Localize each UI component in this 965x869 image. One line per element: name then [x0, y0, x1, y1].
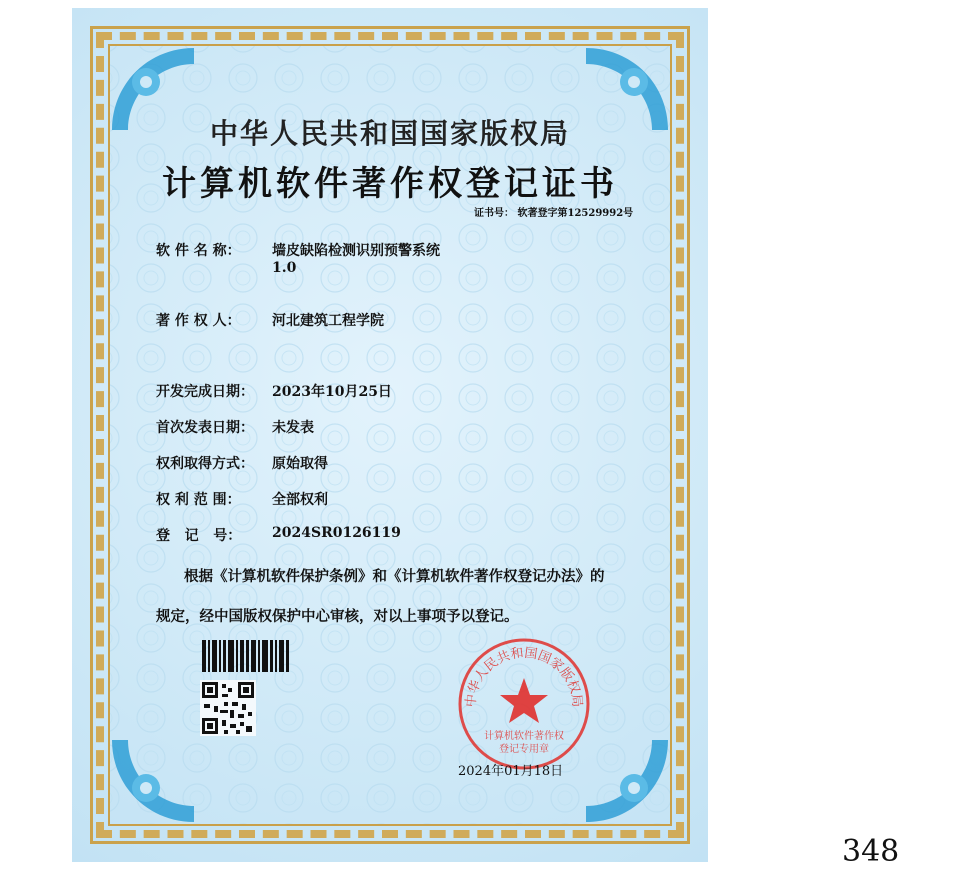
field-copyright-owner: [156, 310, 384, 330]
seal-inner-line-1: 计算机软件著作权: [484, 731, 564, 742]
statement-line-1: 根据《计算机软件保护条例》和《计算机软件著作权登记办法》的: [184, 568, 605, 585]
field-software-name: [156, 240, 440, 276]
field-value: 河北建筑工程学院: [272, 313, 384, 329]
field-rights-scope: [156, 489, 328, 509]
field-label: 软 件 名 称：: [156, 243, 241, 259]
field-label: 首次发表日期：: [156, 420, 254, 436]
field-value: 2024SR0126119: [272, 525, 401, 541]
corner-ornament-bottom-left-icon: [108, 736, 198, 826]
field-label: 权利取得方式：: [156, 456, 254, 472]
corner-ornament-bottom-right-icon: [582, 736, 672, 826]
field-label: 登 记 号：: [156, 528, 242, 544]
qr-code-icon: [200, 680, 256, 736]
certificate-title: 计算机软件著作权登记证书: [162, 164, 618, 204]
statement-line-2: 规定，经中国版权保护中心审核，对以上事项予以登记。: [156, 608, 519, 625]
official-seal: [454, 634, 594, 774]
software-version-value: 1.0: [272, 260, 297, 276]
field-label: 著 作 权 人：: [156, 313, 241, 329]
certificate: [72, 8, 708, 862]
field-label: 开发完成日期：: [156, 384, 254, 400]
field-value: 原始取得: [272, 456, 328, 472]
field-label: 权 利 范 围：: [156, 492, 241, 508]
issuer-title: 中华人民共和国国家版权局: [209, 117, 570, 150]
page-number: 348: [842, 834, 900, 869]
field-value: 全部权利: [272, 492, 328, 508]
seal-star-icon: [500, 678, 548, 723]
software-name-value: 墙皮缺陷检测识别预警系统: [272, 243, 440, 259]
field-completion-date: [156, 381, 392, 401]
issue-date: 2024年01月18日: [458, 764, 564, 779]
field-acquisition-method: [156, 453, 328, 473]
field-value: [272, 240, 440, 276]
certificate-number: [474, 204, 633, 219]
certificate-number-label: 证书号：: [474, 208, 514, 219]
certificate-number-value: 软著登字第12529992号: [517, 208, 634, 219]
seal-inner-line-2: 登记专用章: [499, 744, 549, 755]
field-value: 2023年10月25日: [272, 384, 392, 400]
field-value: 未发表: [272, 420, 314, 436]
seal-ring-text: 中华人民共和国国家版权局: [463, 645, 585, 708]
field-registration-number: [156, 525, 401, 545]
barcode-icon: [202, 640, 290, 672]
field-first-publication-date: [156, 417, 314, 437]
